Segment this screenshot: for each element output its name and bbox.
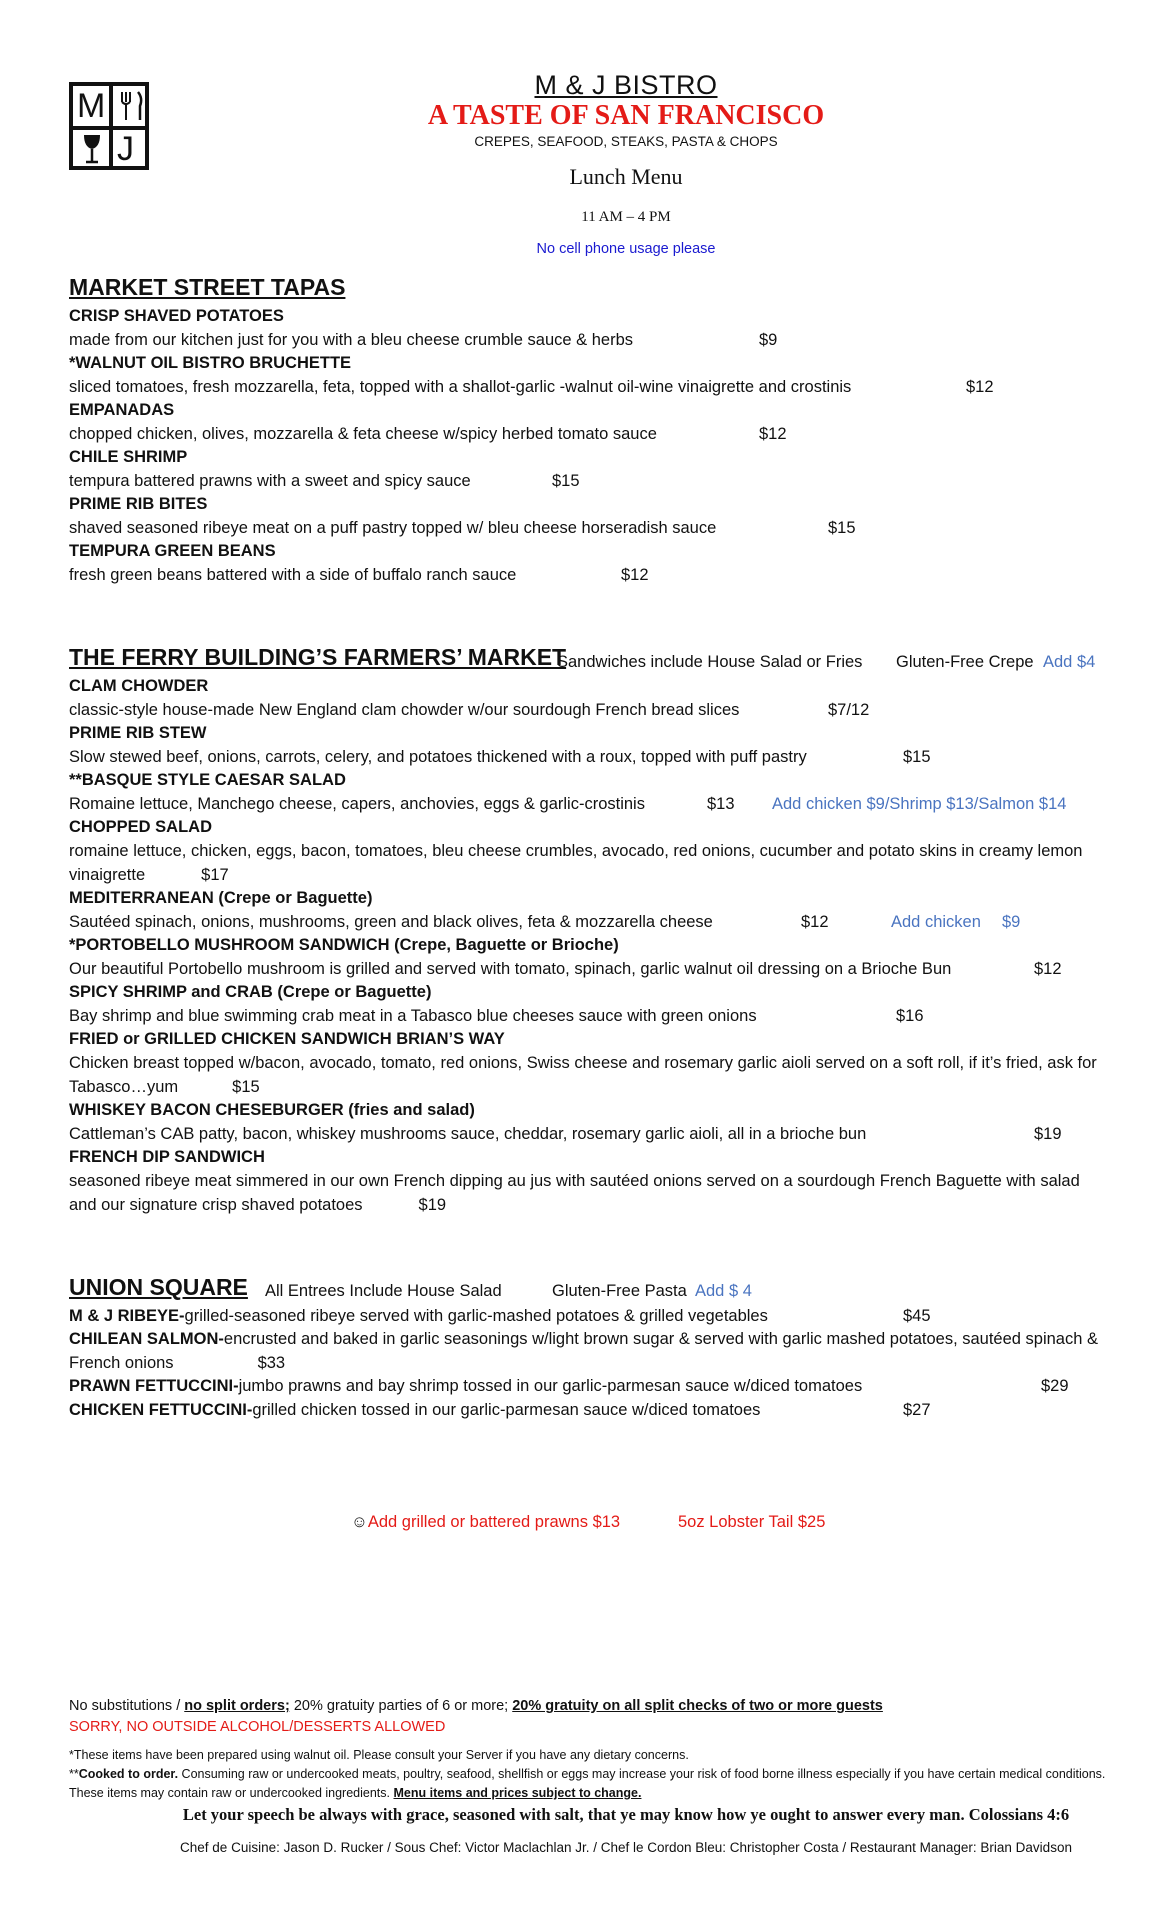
item-price: $19 <box>418 1195 447 1214</box>
item-addon: Add chicken $9/Shrimp $13/Salmon $14 <box>772 795 1067 813</box>
item-price: $45 <box>903 1307 931 1325</box>
section-title-tapas: MARKET STREET TAPAS <box>69 274 346 300</box>
item-desc: grilled-seasoned ribeye served with garlic-mashed potatoes & grilled vegetables <box>184 1307 768 1325</box>
entree-row <box>69 1328 1109 1375</box>
item-price: $17 <box>201 865 229 884</box>
smiley-icon: ☺ <box>351 1513 368 1531</box>
item-desc: sliced tomatoes, fresh mozzarella, feta, topped with a shallot-garlic -walnut oil-wine vinaigrette and crostinis <box>69 378 852 396</box>
item-name: *PORTOBELLO MUSHROOM SANDWICH (Crepe, Baguette or Brioche) <box>69 936 619 954</box>
item-desc: classic-style house-made New England clam chowder w/our sourdough French bread slices <box>69 701 740 719</box>
item-desc: Romaine lettuce, Manchego cheese, capers, anchovies, eggs & garlic-crostinis <box>69 795 645 813</box>
item-name: M & J RIBEYE- <box>69 1307 185 1325</box>
logo-letter-m: M <box>77 87 106 125</box>
item-name: PRIME RIB STEW <box>69 724 207 742</box>
section-title-ferry: THE FERRY BUILDING’S FARMERS’ MARKET <box>69 644 567 670</box>
item-price: $27 <box>903 1401 931 1419</box>
scripture-quote: Let your speech be always with grace, seasoned with salt, that ye may know how ye ought to answer every man. Colossians 4:6 <box>182 1805 1070 1824</box>
item-desc: seasoned ribeye meat simmered in our own French dipping au jus with sautéed onions served on a sourdough French Baguette with salad and our signature crisp shaved potatoes $19 <box>69 1172 1080 1214</box>
logo-letter-j: J <box>117 130 134 168</box>
gluten-free-add: Add $4 <box>1043 653 1096 671</box>
item-name: CHILEAN SALMON- <box>69 1330 224 1348</box>
item-desc: shaved seasoned ribeye meat on a puff pastry topped w/ bleu cheese horseradish sauce <box>69 519 717 537</box>
item-desc: chopped chicken, olives, mozzarella & feta cheese w/spicy herbed tomato sauce <box>69 425 657 443</box>
item-price: $15 <box>828 519 856 537</box>
item-price: $12 <box>966 378 994 396</box>
item-name: *WALNUT OIL BISTRO BRUCHETTE <box>69 354 352 372</box>
item-desc: romaine lettuce, chicken, eggs, bacon, tomatoes, bleu cheese crumbles, avocado, red onions, cucumber and potato skins in creamy lemon vinaigrette $17 <box>69 842 1083 884</box>
menu-title: Lunch Menu <box>569 164 683 189</box>
hours: 11 AM – 4 PM <box>581 209 671 225</box>
entree-row <box>69 1305 768 1327</box>
item-desc: encrusted and baked in garlic seasonings w/light brown sugar & served with garlic mashed potatoes, sautéed spinach & French onions <box>69 1330 1098 1372</box>
item-name: **BASQUE STYLE CAESAR SALAD <box>69 771 346 789</box>
item-name: TEMPURA GREEN BEANS <box>69 542 276 560</box>
item-name: PRAWN FETTUCCINI- <box>69 1377 239 1395</box>
item-desc: grilled chicken tossed in our garlic-parmesan sauce w/diced tomatoes <box>252 1401 761 1419</box>
gluten-free-label: Gluten-Free Crepe <box>896 653 1034 671</box>
staff-credits: Chef de Cuisine: Jason D. Rucker / Sous Chef: Victor Maclachlan Jr. / Chef le Cordon Bleu: Christopher Costa / Restaurant Manager: Brian Davidson <box>180 1840 1072 1855</box>
item-price: $12 <box>759 425 787 443</box>
item-name: FRENCH DIP SANDWICH <box>69 1148 265 1166</box>
item-desc: Our beautiful Portobello mushroom is grilled and served with tomato, spinach, garlic walnut oil dressing on a Brioche Bun <box>69 960 952 978</box>
item-name: CHICKEN FETTUCCINI- <box>69 1401 253 1419</box>
item-desc: Cattleman’s CAB patty, bacon, whiskey mushrooms sauce, cheddar, rosemary garlic aioli, all in a brioche bun <box>69 1125 867 1143</box>
item-desc: fresh green beans battered with a side of buffalo ranch sauce <box>69 566 517 584</box>
item-name: MEDITERRANEAN (Crepe or Baguette) <box>69 889 373 907</box>
item-price: $16 <box>896 1007 924 1025</box>
walnut-disclaimer: *These items have been prepared using walnut oil. Please consult your Server if you have any dietary concerns. <box>69 1748 689 1762</box>
item-desc: tempura battered prawns with a sweet and spicy sauce <box>69 472 471 490</box>
item-desc: Sautéed spinach, onions, mushrooms, green and black olives, feta & mozzarella cheese <box>69 913 713 931</box>
outside-food-notice: SORRY, NO OUTSIDE ALCOHOL/DESSERTS ALLOWED <box>69 1719 446 1735</box>
item-price: $12 <box>1034 960 1062 978</box>
entree-row <box>69 1375 862 1397</box>
phone-notice: No cell phone usage please <box>536 241 716 257</box>
policy-line: No substitutions / no split orders; 20% gratuity parties of 6 or more; 20% gratuity on all split checks of two or more guests <box>69 1698 883 1714</box>
section-note: All Entrees Include House Salad <box>265 1282 502 1300</box>
item-desc: made from our kitchen just for you with a bleu cheese crumble sauce & herbs <box>69 331 634 349</box>
item-price: $7/12 <box>828 701 870 719</box>
item-price: $19 <box>1034 1125 1062 1143</box>
section-title-union: UNION SQUARE <box>69 1274 248 1300</box>
gluten-free-label: Gluten-Free Pasta <box>552 1282 687 1300</box>
item-name: EMPANADAS <box>69 401 175 419</box>
section-note: Sandwiches include House Salad or Fries <box>557 653 863 671</box>
item-price: $12 <box>801 913 829 931</box>
item-name: WHISKEY BACON CHESEBURGER (fries and salad) <box>69 1101 475 1119</box>
gluten-free-add: Add $ 4 <box>695 1282 752 1300</box>
item-price: $9 <box>759 331 778 349</box>
item-price: $15 <box>232 1077 260 1096</box>
item-desc: jumbo prawns and bay shrimp tossed in our garlic-parmesan sauce w/diced tomatoes <box>238 1377 863 1395</box>
item-name: CLAM CHOWDER <box>69 677 209 695</box>
item-price: $29 <box>1041 1377 1069 1395</box>
restaurant-name: M & J BISTRO <box>534 70 718 100</box>
addon-prawns: ☺Add grilled or battered prawns $13 <box>351 1513 621 1531</box>
addon-lobster: 5oz Lobster Tail $25 <box>678 1513 826 1531</box>
item-desc: Bay shrimp and blue swimming crab meat in a Tabasco blue cheeses sauce with green onions <box>69 1007 757 1025</box>
item-price: $12 <box>621 566 649 584</box>
item-name: SPICY SHRIMP and CRAB (Crepe or Baguette) <box>69 983 432 1001</box>
entree-row <box>69 1399 760 1421</box>
item-name: CHILE SHRIMP <box>69 448 188 466</box>
cuisine-line: CREPES, SEAFOOD, STEAKS, PASTA & CHOPS <box>474 134 778 149</box>
tagline: A TASTE OF SAN FRANCISCO <box>427 100 825 131</box>
item-name: PRIME RIB BITES <box>69 495 208 513</box>
item-name: CHOPPED SALAD <box>69 818 213 836</box>
item-name: FRIED or GRILLED CHICKEN SANDWICH BRIAN’S WAY <box>69 1030 505 1048</box>
item-desc: Chicken breast topped w/bacon, avocado, tomato, red onions, Swiss cheese and rosemary garlic aioli served on a soft roll, if it’s fried, ask for Tabasco…yum $15 <box>69 1054 1097 1096</box>
item-addon-label: Add chicken <box>891 913 981 931</box>
item-name: CRISP SHAVED POTATOES <box>69 307 284 325</box>
item-desc: Slow stewed beef, onions, carrots, celery, and potatoes thickened with a roux, topped with puff pastry <box>69 748 807 766</box>
item-price: $13 <box>707 795 735 813</box>
item-price: $15 <box>903 748 931 766</box>
item-price: $33 <box>257 1353 286 1372</box>
item-addon-price: $9 <box>1002 913 1021 931</box>
cooked-disclaimer: **Cooked to order. Consuming raw or undercooked meats, poultry, seafood, shellfish or eggs may increase your risk of food borne illness especially if you have certain medical conditions. These items may contain raw or undercooked ingredients. Menu items and prices subject to change. <box>69 1767 1106 1800</box>
item-price: $15 <box>552 472 580 490</box>
